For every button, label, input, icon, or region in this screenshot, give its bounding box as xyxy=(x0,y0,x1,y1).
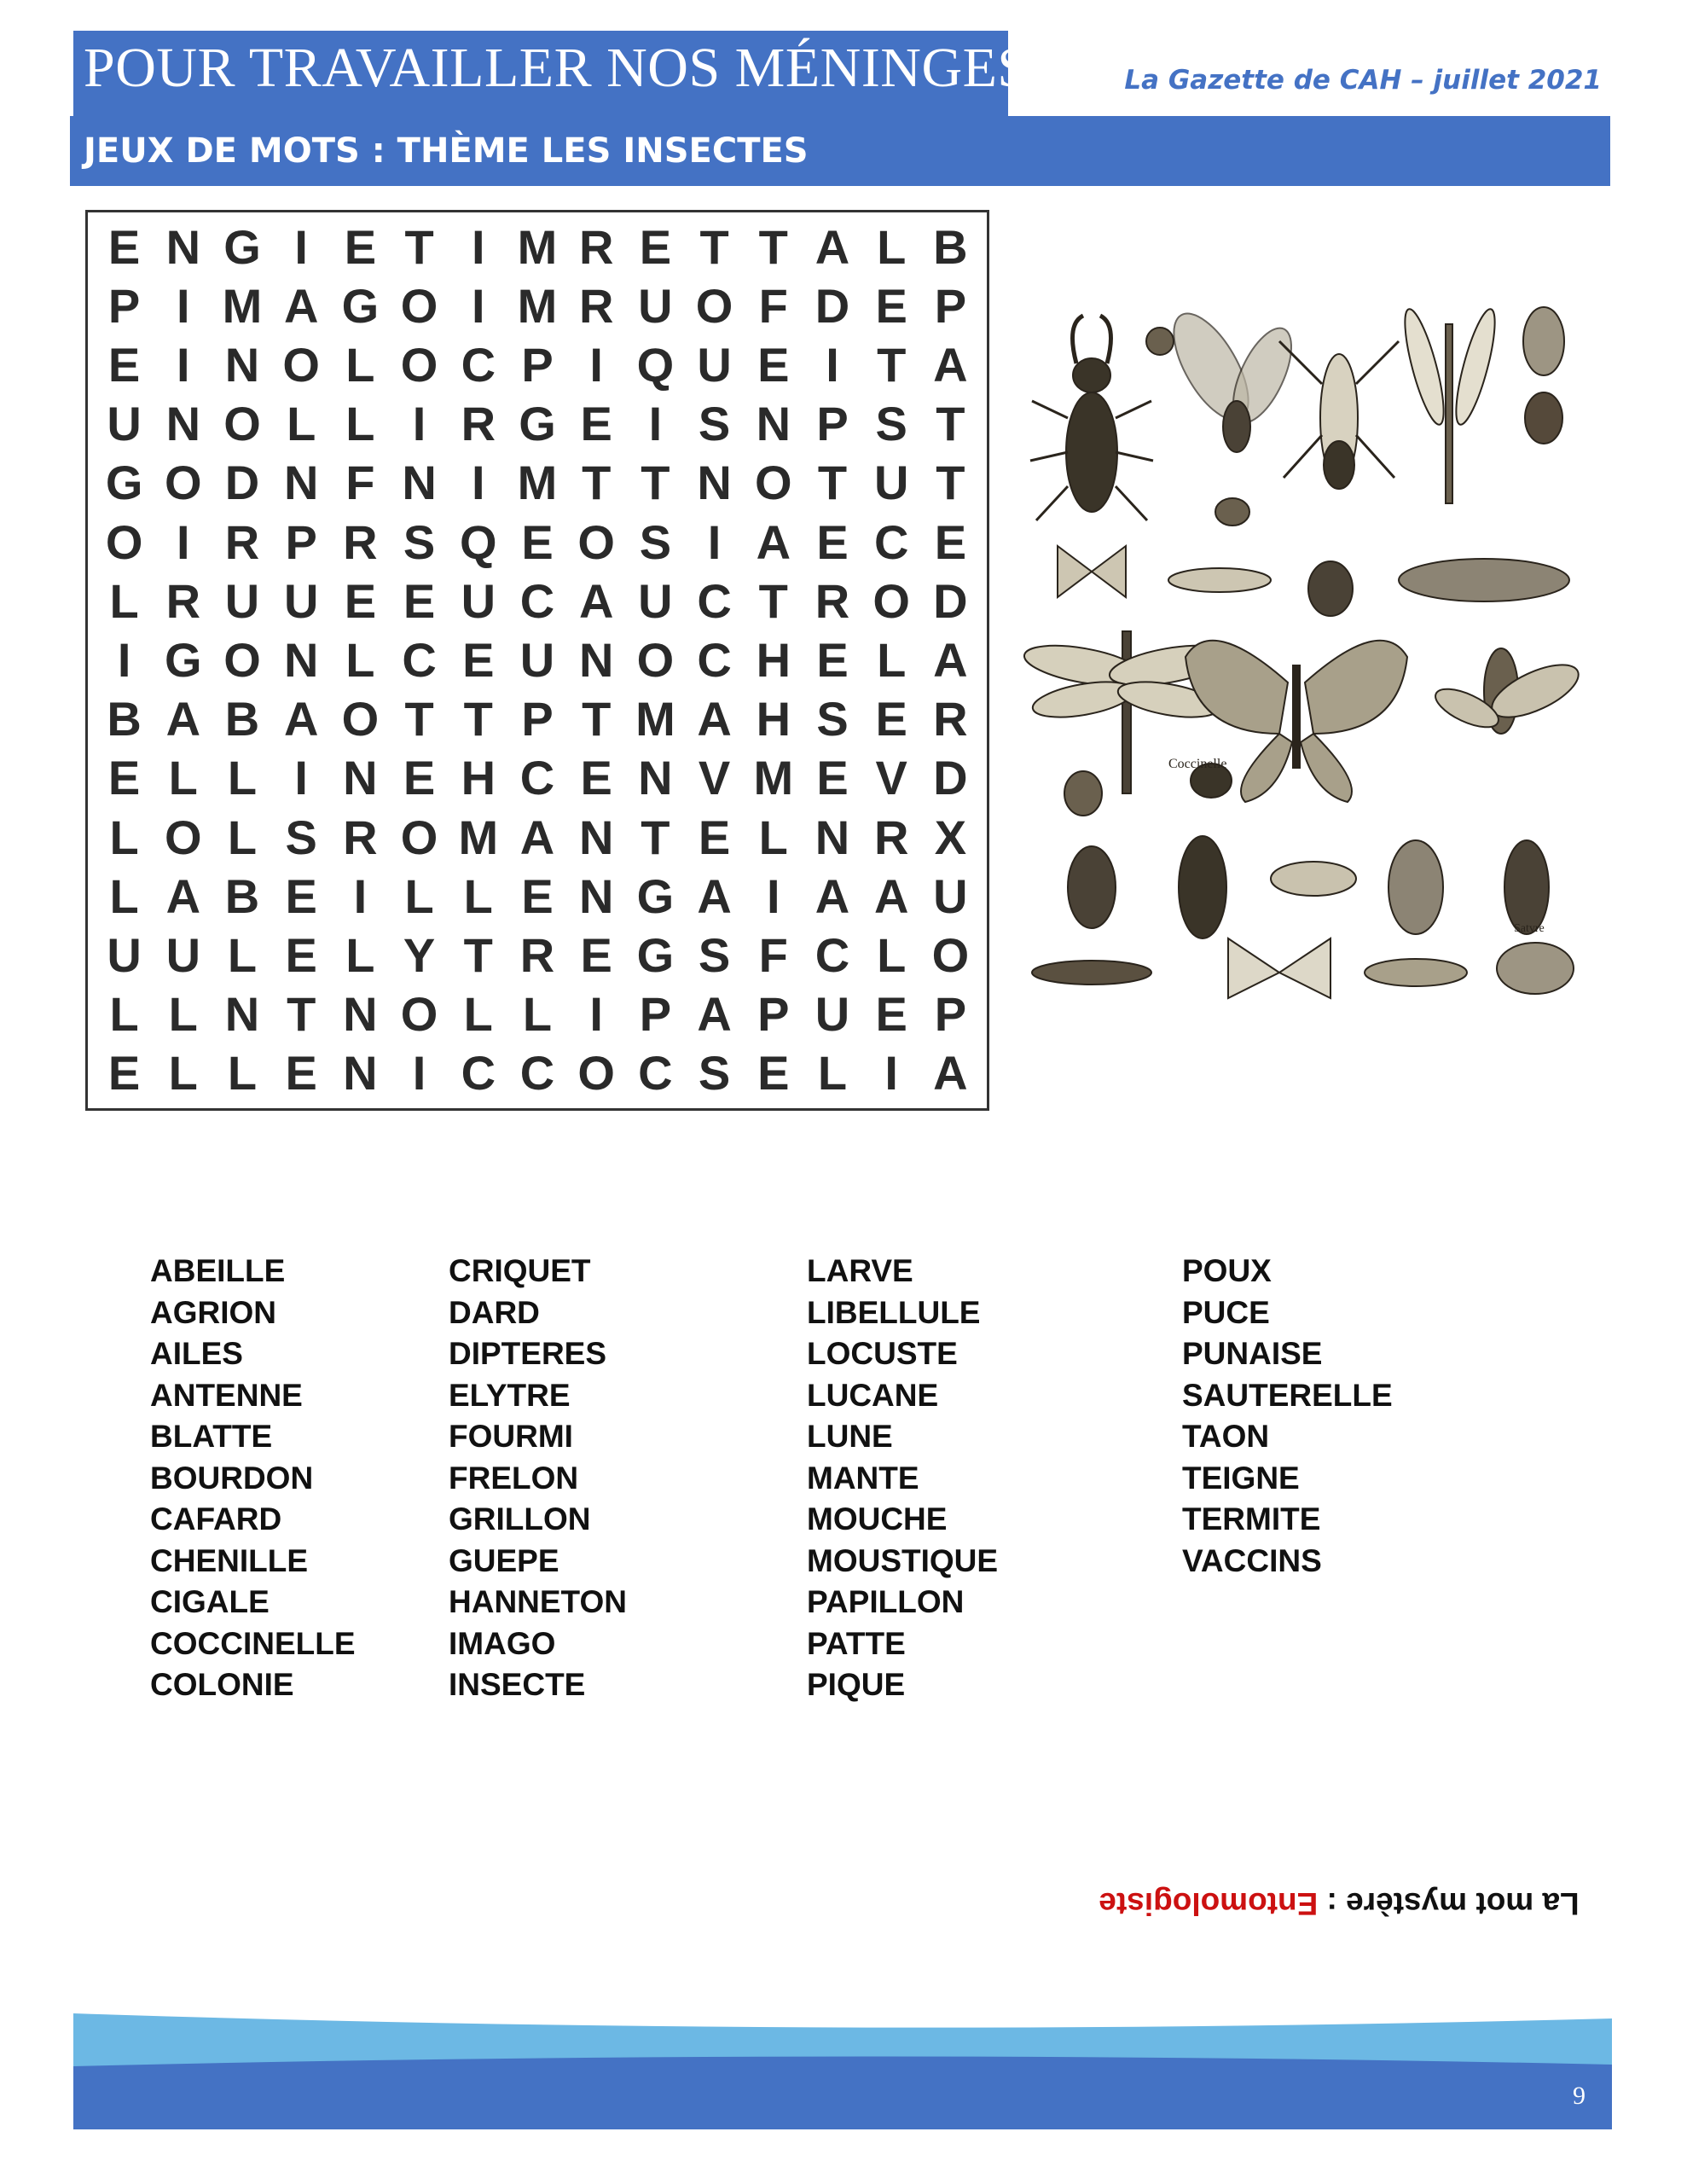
grid-cell: I xyxy=(294,751,308,805)
grid-cell: T xyxy=(463,692,493,746)
grid-cell: G xyxy=(636,868,675,923)
grid-cell: O xyxy=(931,927,970,982)
word-list-item: BOURDON xyxy=(150,1460,314,1496)
grid-cell: I xyxy=(589,987,603,1042)
grid-cell: L xyxy=(817,1046,848,1101)
grid-cell: L xyxy=(345,927,375,982)
grid-cell: N xyxy=(343,751,378,805)
dragonfly-icon xyxy=(1397,306,1502,503)
word-list-item: PATTE xyxy=(807,1625,906,1661)
wasp-icon xyxy=(1159,302,1303,452)
grid-cell: E xyxy=(934,514,967,569)
grid-cell: Y xyxy=(403,927,436,982)
grid-cell: R xyxy=(933,692,968,746)
grid-cell: R xyxy=(165,573,201,628)
grid-cell: L xyxy=(345,632,375,687)
grid-cell: E xyxy=(285,1046,317,1101)
word-list-item: TERMITE xyxy=(1182,1502,1321,1536)
grid-cell: I xyxy=(412,397,426,451)
grid-cell: T xyxy=(936,456,965,510)
grid-cell: A xyxy=(697,987,732,1042)
word-list-item: LARVE xyxy=(807,1253,913,1288)
grid-cell: A xyxy=(165,868,201,923)
illustration-label-satyre: Satyre xyxy=(1514,922,1545,935)
grid-cell: I xyxy=(353,868,368,923)
grid-cell: U xyxy=(165,927,201,982)
word-list-item: PAPILLON xyxy=(807,1584,965,1619)
grid-cell: C xyxy=(697,573,732,628)
grid-cell: R xyxy=(461,397,496,451)
grid-cell: N xyxy=(343,987,378,1042)
grid-cell: G xyxy=(105,456,143,510)
grid-cell: O xyxy=(105,514,143,569)
stag-beetle-icon xyxy=(1030,316,1153,520)
word-list-item: PIQUE xyxy=(807,1667,906,1702)
grid-cell: U xyxy=(461,573,496,628)
grid-cell: R xyxy=(519,927,555,982)
grid-cell: O xyxy=(577,1046,615,1101)
grid-cell: U xyxy=(224,573,260,628)
word-search-grid xyxy=(85,210,989,1111)
grid-cell: A xyxy=(933,1046,968,1101)
grid-cell: M xyxy=(517,219,558,274)
grid-cell: C xyxy=(461,337,496,392)
grid-cell: R xyxy=(224,514,260,569)
grid-cell: A xyxy=(756,514,791,569)
grid-cell: P xyxy=(639,987,672,1042)
grid-cell: T xyxy=(758,219,788,274)
grid-cell: I xyxy=(117,632,131,687)
grid-cell: C xyxy=(519,751,555,805)
grid-cell: O xyxy=(872,573,910,628)
grid-cell: L xyxy=(109,987,139,1042)
grid-cell: A xyxy=(165,692,201,746)
grid-cell: E xyxy=(639,219,672,274)
grid-cell: L xyxy=(463,987,493,1042)
word-list xyxy=(0,1251,1687,1711)
grid-cell: U xyxy=(815,987,850,1042)
grid-cell: S xyxy=(816,692,849,746)
grid-cell: O xyxy=(400,987,438,1042)
grid-cell: A xyxy=(815,868,850,923)
grid-cell: A xyxy=(283,692,319,746)
grid-cell: G xyxy=(636,927,675,982)
grid-cell: E xyxy=(344,573,377,628)
grid-cell: E xyxy=(107,751,141,805)
grid-cell: A xyxy=(283,278,319,333)
gazette-issue: La Gazette de CAH – juillet 2021 xyxy=(1124,65,1602,96)
grid-cell: M xyxy=(458,810,499,864)
word-list-item: CAFARD xyxy=(150,1502,282,1536)
grid-cell: N xyxy=(578,868,614,923)
grid-cell: L xyxy=(227,810,258,864)
grid-cell: M xyxy=(517,278,558,333)
word-column-2 xyxy=(449,1251,627,1706)
word-list-item: FRELON xyxy=(449,1460,579,1496)
grid-cell: L xyxy=(345,337,375,392)
grid-cell: L xyxy=(877,927,907,982)
grid-cell: E xyxy=(107,337,141,392)
word-list-item: DIPTERES xyxy=(449,1336,607,1371)
grid-cell: M xyxy=(517,456,558,510)
grid-cell: D xyxy=(933,573,968,628)
grid-cell: S xyxy=(403,514,436,569)
grid-cell: T xyxy=(582,692,612,746)
grid-cell: P xyxy=(285,514,317,569)
grid-cell: T xyxy=(582,456,612,510)
grid-cell: N xyxy=(697,456,732,510)
grid-cell: I xyxy=(767,868,780,923)
word-list-item: CHENILLE xyxy=(150,1542,308,1578)
grid-cell: E xyxy=(816,514,849,569)
grid-cell: C xyxy=(873,514,909,569)
grid-cell: I xyxy=(177,514,190,569)
grid-cell: L xyxy=(877,219,907,274)
word-list-item: AGRION xyxy=(150,1294,276,1330)
grid-cell: U xyxy=(873,456,909,510)
grid-cell: D xyxy=(815,278,850,333)
grid-cell: E xyxy=(580,397,612,451)
grid-cell: L xyxy=(404,868,434,923)
grid-cell: A xyxy=(873,868,909,923)
grid-cell: L xyxy=(109,868,139,923)
word-list-item: HANNETON xyxy=(449,1584,627,1619)
grid-cell: U xyxy=(933,868,968,923)
word-list-item: ANTENNE xyxy=(150,1377,303,1413)
grid-cell: S xyxy=(875,397,907,451)
grid-cell: O xyxy=(165,456,202,510)
grid-cell: V xyxy=(875,751,907,805)
grid-cell: C xyxy=(815,927,850,982)
grid-cell: X xyxy=(934,810,967,864)
page-title: POUR TRAVAILLER NOS MÉNINGES xyxy=(84,37,1029,99)
word-column-3 xyxy=(807,1251,998,1706)
mystery-label: La mot mystère : xyxy=(1318,1886,1580,1921)
grid-cell: V xyxy=(698,751,731,805)
grid-cell: N xyxy=(283,456,319,510)
grid-cell: P xyxy=(816,397,849,451)
grid-cell: U xyxy=(519,632,555,687)
word-list-item: GUEPE xyxy=(449,1542,559,1578)
grid-cell: O xyxy=(223,397,261,451)
grid-cell: C xyxy=(519,1046,555,1101)
grid-cell: T xyxy=(463,927,493,982)
grid-cell: L xyxy=(758,810,788,864)
grid-cell: A xyxy=(519,810,555,864)
grid-cell: L xyxy=(345,397,375,451)
word-list-item: IMAGO xyxy=(449,1625,556,1661)
grid-cell: E xyxy=(521,514,554,569)
grid-cell: N xyxy=(224,337,260,392)
grid-cell: U xyxy=(107,927,142,982)
page-number: 9 xyxy=(1573,2082,1586,2110)
grid-cell: B xyxy=(224,692,260,746)
grid-cell: G xyxy=(519,397,556,451)
grid-cell: T xyxy=(404,219,434,274)
grid-cell: U xyxy=(697,337,732,392)
grid-cell: O xyxy=(400,810,438,864)
word-list-item: ELYTRE xyxy=(449,1377,571,1413)
grid-cell: T xyxy=(758,573,788,628)
grid-cell: N xyxy=(756,397,791,451)
grid-cell: T xyxy=(641,810,670,864)
grid-cell: H xyxy=(756,632,791,687)
grid-cell: S xyxy=(698,397,731,451)
grid-cell: U xyxy=(283,573,319,628)
grid-cell: O xyxy=(165,810,202,864)
grid-cell: E xyxy=(875,987,907,1042)
mystery-answer: Entomologiste xyxy=(1099,1886,1319,1921)
word-list-item: VACCINS xyxy=(1182,1542,1322,1578)
grid-cell: E xyxy=(875,692,907,746)
illustration-label-coccinelle: Coccinelle xyxy=(1168,757,1227,771)
grid-cell: A xyxy=(697,868,732,923)
grid-cell: O xyxy=(223,632,261,687)
grid-cell: E xyxy=(698,810,731,864)
grid-cell: T xyxy=(699,219,729,274)
word-list-item: FOURMI xyxy=(449,1419,573,1454)
grid-cell: A xyxy=(697,692,732,746)
grid-cell: E xyxy=(107,219,141,274)
grid-cell: L xyxy=(463,868,493,923)
grid-cell: P xyxy=(521,692,554,746)
word-list-item: COLONIE xyxy=(150,1667,294,1702)
grid-cell: E xyxy=(403,573,436,628)
grid-cell: T xyxy=(641,456,670,510)
word-list-item: TEIGNE xyxy=(1182,1460,1300,1496)
grid-cell: U xyxy=(638,573,673,628)
grid-cell: I xyxy=(472,278,485,333)
header-title-block xyxy=(73,31,1029,116)
grid-cell: I xyxy=(472,219,485,274)
grid-cell: N xyxy=(165,397,201,451)
grid-cell: O xyxy=(577,514,615,569)
grid-cell: T xyxy=(877,337,907,392)
grid-cell: M xyxy=(222,278,263,333)
word-list-item: INSECTE xyxy=(449,1667,586,1702)
word-list-item: MANTE xyxy=(807,1460,919,1496)
word-column-4 xyxy=(1182,1251,1393,1582)
grid-cell: M xyxy=(635,692,675,746)
grid-cell: C xyxy=(402,632,437,687)
word-list-item: CIGALE xyxy=(150,1584,270,1619)
grid-cell: E xyxy=(521,868,554,923)
grid-cell: T xyxy=(936,397,965,451)
grid-cell: I xyxy=(472,456,485,510)
grid-cell: E xyxy=(285,927,317,982)
grid-cell: L xyxy=(877,632,907,687)
grid-cell: S xyxy=(639,514,672,569)
grid-cell: I xyxy=(826,337,839,392)
grid-cell: L xyxy=(227,927,258,982)
grid-cell: I xyxy=(412,1046,426,1101)
grid-cell: S xyxy=(698,1046,731,1101)
grid-cell: B xyxy=(107,692,142,746)
grid-cell: G xyxy=(165,632,202,687)
grid-cell: C xyxy=(519,573,555,628)
grid-cell: U xyxy=(107,397,142,451)
grid-cell: I xyxy=(294,219,308,274)
grid-cell: M xyxy=(753,751,794,805)
grid-cell: Q xyxy=(460,514,497,569)
grid-cell: L xyxy=(227,751,258,805)
word-list-item: LUCANE xyxy=(807,1377,939,1413)
grid-cell: F xyxy=(758,278,788,333)
grid-cell: B xyxy=(933,219,968,274)
grid-cell: P xyxy=(934,278,967,333)
grid-cell: E xyxy=(875,278,907,333)
grid-cell: I xyxy=(707,514,722,569)
grid-cell: E xyxy=(757,337,790,392)
grid-cell: L xyxy=(287,397,316,451)
grid-cell: T xyxy=(287,987,316,1042)
grid-cell: T xyxy=(817,456,848,510)
grid-cell: C xyxy=(461,1046,496,1101)
word-list-item: TAON xyxy=(1182,1419,1270,1454)
word-list-item: LOCUSTE xyxy=(807,1336,958,1371)
word-list-item: SAUTERELLE xyxy=(1182,1377,1393,1413)
footer-wave-banner xyxy=(73,2013,1612,2129)
word-list-item: PUCE xyxy=(1182,1294,1270,1330)
grid-cell: E xyxy=(757,1046,790,1101)
grid-cell: L xyxy=(109,573,139,628)
grid-cell: I xyxy=(648,397,663,451)
word-list-item: BLATTE xyxy=(150,1419,273,1454)
grid-cell: L xyxy=(168,987,198,1042)
grid-cell: N xyxy=(578,632,614,687)
grid-cell: I xyxy=(177,337,190,392)
grid-cell: C xyxy=(697,632,732,687)
word-column-1 xyxy=(150,1251,356,1706)
grid-cell: T xyxy=(404,692,434,746)
word-list-item: AILES xyxy=(150,1336,243,1371)
grid-cell: B xyxy=(224,868,260,923)
grid-cell: E xyxy=(285,868,317,923)
grid-cell: G xyxy=(223,219,261,274)
grid-cell: E xyxy=(816,632,849,687)
grid-cell: O xyxy=(341,692,380,746)
word-list-item: CRIQUET xyxy=(449,1253,591,1288)
grid-cell: F xyxy=(345,456,375,510)
grid-cell: R xyxy=(873,810,909,864)
grid-cell: A xyxy=(815,219,850,274)
section-subtitle-bar xyxy=(70,116,1610,186)
word-list-item: GRILLON xyxy=(449,1502,591,1536)
grid-cell: N xyxy=(343,1046,378,1101)
grid-cell: N xyxy=(224,987,260,1042)
grid-cell: E xyxy=(816,751,849,805)
grid-cell: I xyxy=(589,337,603,392)
grid-cell: L xyxy=(522,987,553,1042)
grid-cell: D xyxy=(224,456,260,510)
grid-cell: S xyxy=(285,810,317,864)
grid-cell: O xyxy=(636,632,675,687)
word-list-item: POUX xyxy=(1182,1253,1272,1288)
grid-cell: P xyxy=(934,987,967,1042)
grid-cell: E xyxy=(107,1046,141,1101)
grid-cell: H xyxy=(461,751,496,805)
grid-cell: L xyxy=(109,810,139,864)
grid-cell: E xyxy=(580,927,612,982)
grid-cell: L xyxy=(227,1046,258,1101)
word-list-item: COCCINELLE xyxy=(150,1625,356,1661)
grid-cell: N xyxy=(578,810,614,864)
grid-cell: N xyxy=(815,810,850,864)
word-list-item: PUNAISE xyxy=(1182,1336,1323,1371)
word-list-item: LUNE xyxy=(807,1419,893,1454)
grid-cell: G xyxy=(341,278,380,333)
grid-cell: R xyxy=(578,278,614,333)
grid-cell: E xyxy=(344,219,377,274)
insect-illustration xyxy=(1023,290,1586,1007)
section-subtitle: JEUX DE MOTS : THÈME LES INSECTES xyxy=(84,131,809,171)
grid-cell: N xyxy=(638,751,673,805)
grid-cell: A xyxy=(933,337,968,392)
grid-cell: H xyxy=(756,692,791,746)
grid-cell: R xyxy=(578,219,614,274)
word-list-item: DARD xyxy=(449,1294,540,1330)
grid-cell: N xyxy=(283,632,319,687)
grid-cell: A xyxy=(578,573,614,628)
grid-cell: R xyxy=(815,573,850,628)
grid-cell: P xyxy=(107,278,141,333)
grid-cell: S xyxy=(698,927,731,982)
grid-cell: I xyxy=(884,1046,898,1101)
grid-cell: O xyxy=(755,456,792,510)
word-list-item: LIBELLULE xyxy=(807,1294,981,1330)
word-list-item: ABEILLE xyxy=(150,1253,286,1288)
word-list-item: MOUCHE xyxy=(807,1502,948,1536)
grid-cell: N xyxy=(165,219,201,274)
grid-cell: E xyxy=(462,632,495,687)
grid-cell: C xyxy=(638,1046,673,1101)
grid-cell: O xyxy=(400,337,438,392)
grid-cell: O xyxy=(282,337,320,392)
longhorn-insect-icon xyxy=(1279,341,1399,489)
grid-cell: E xyxy=(580,751,612,805)
grid-cell: I xyxy=(177,278,190,333)
grid-cell: U xyxy=(638,278,673,333)
grid-cell: L xyxy=(168,1046,198,1101)
word-list-item: MOUSTIQUE xyxy=(807,1542,999,1578)
grid-cell: P xyxy=(757,987,790,1042)
grid-cell: L xyxy=(168,751,198,805)
grid-cell: O xyxy=(400,278,438,333)
mystery-word-upside-down xyxy=(1092,1885,1586,1921)
grid-cell: F xyxy=(758,927,788,982)
grid-cell: R xyxy=(343,514,378,569)
grid-cell: N xyxy=(402,456,437,510)
grid-cell: D xyxy=(933,751,968,805)
grid-cell: O xyxy=(695,278,733,333)
grid-cell: E xyxy=(403,751,436,805)
grid-cell: P xyxy=(521,337,554,392)
grid-cell: A xyxy=(933,632,968,687)
grid-cell: Q xyxy=(636,337,675,392)
grid-cell: R xyxy=(343,810,378,864)
